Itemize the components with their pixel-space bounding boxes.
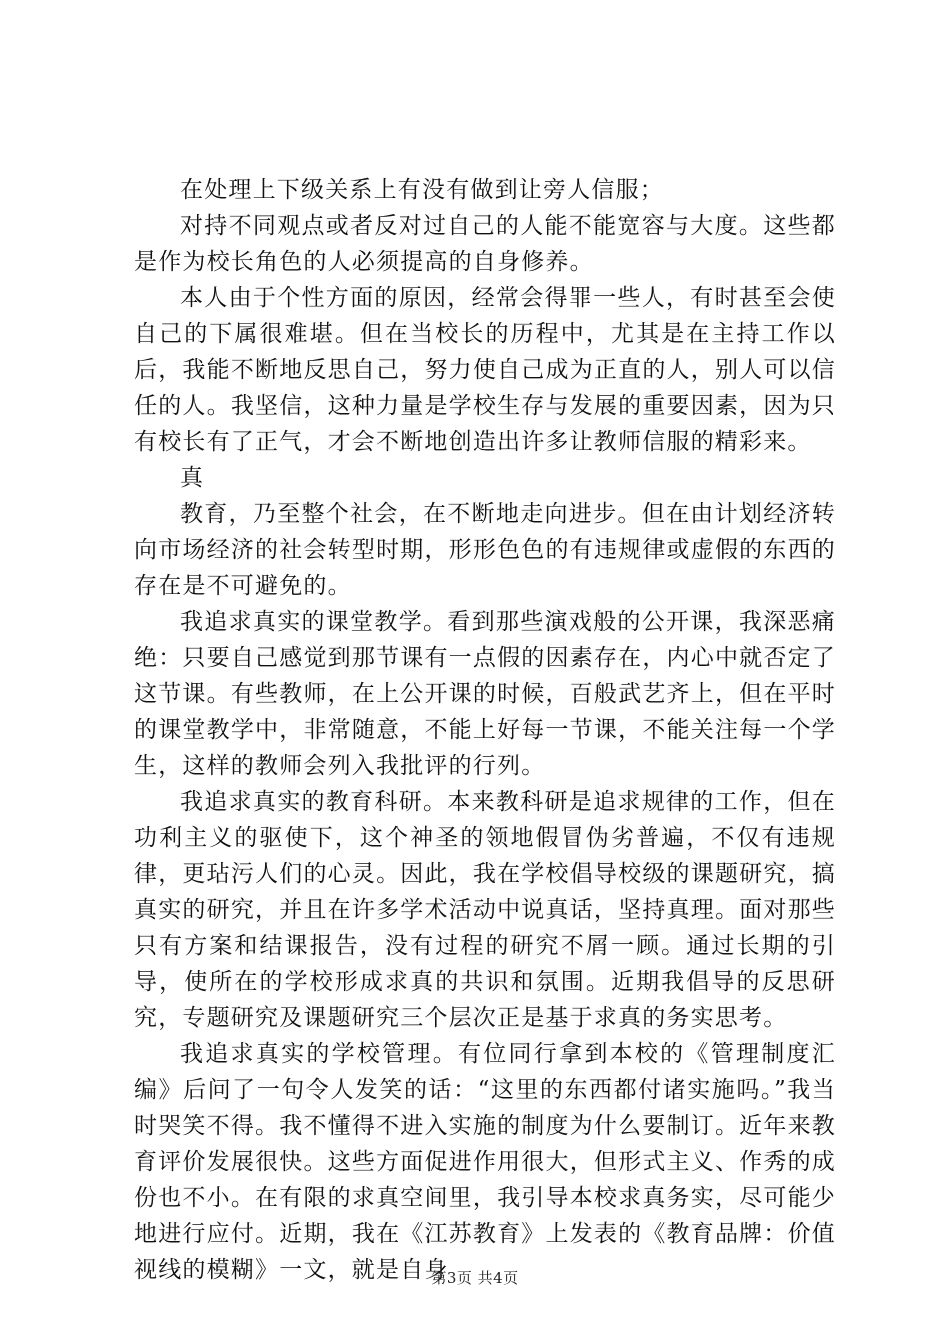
paragraph: 在处理上下级关系上有没有做到让旁人信服； (180, 177, 664, 203)
document-body (134, 172, 836, 1288)
section-heading: 真 (180, 465, 205, 491)
paragraph: 我追求真实的课堂教学。看到那些演戏般的公开课，我深恶痛绝：只要自己感觉到那节课有一点假的因素存在，内心中就否定了这节课。有些教师，在上公开课的时候，百般武艺齐上，但在平时的课堂教学中，非常随意，不能上好每一节课，不能关注每一个学生，这样的教师会列入我批评的行列。 (134, 609, 836, 779)
paragraph: 我追求真实的学校管理。有位同行拿到本校的《管理制度汇编》后问了一句令人发笑的话：“这里的东西都付诸实施吗。”我当时哭笑不得。我不懂得不进入实施的制度为什么要制订。近年来教育评价发展很快。这些方面促进作用很大，但形式主义、作秀的成份也不小。在有限的求真空间里，我引导本校求真务实，尽可能少地进行应付。近期，我在《江苏教育》上发表的《教育品牌：价值视线的模糊》一文，就是自身 (134, 1041, 836, 1283)
paragraph: 我追求真实的教育科研。本来教科研是追求规律的工作，但在功利主义的驱使下，这个神圣的领地假冒伪劣普遍，不仅有违规律，更玷污人们的心灵。因此，我在学校倡导校级的课题研究，搞真实的研究，并且在许多学术活动中说真话，坚持真理。面对那些只有方案和结课报告，没有过程的研究不屑一顾。通过长期的引导，使所在的学校形成求真的共识和氛围。近期我倡导的反思研究，专题研究及课题研究三个层次正是基于求真的务实思考。 (134, 789, 836, 1031)
paragraph: 本人由于个性方面的原因，经常会得罪一些人，有时甚至会使自己的下属很难堪。但在当校长的历程中，尤其是在主持工作以后，我能不断地反思自己，努力使自己成为正直的人，别人可以信任的人。我坚信，这种力量是学校生存与发展的重要因素，因为只有校长有了正气，才会不断地创造出许多让教师信服的精彩来。 (134, 285, 836, 455)
paragraph: 对持不同观点或者反对过自己的人能不能宽容与大度。这些都是作为校长角色的人必须提高的自身修养。 (134, 213, 836, 275)
page-footer: 第3页 共4页 (431, 1269, 519, 1287)
paragraph: 教育，乃至整个社会，在不断地走向进步。但在由计划经济转向市场经济的社会转型时期，形形色色的有违规律或虚假的东西的存在是不可避免的。 (134, 501, 836, 599)
